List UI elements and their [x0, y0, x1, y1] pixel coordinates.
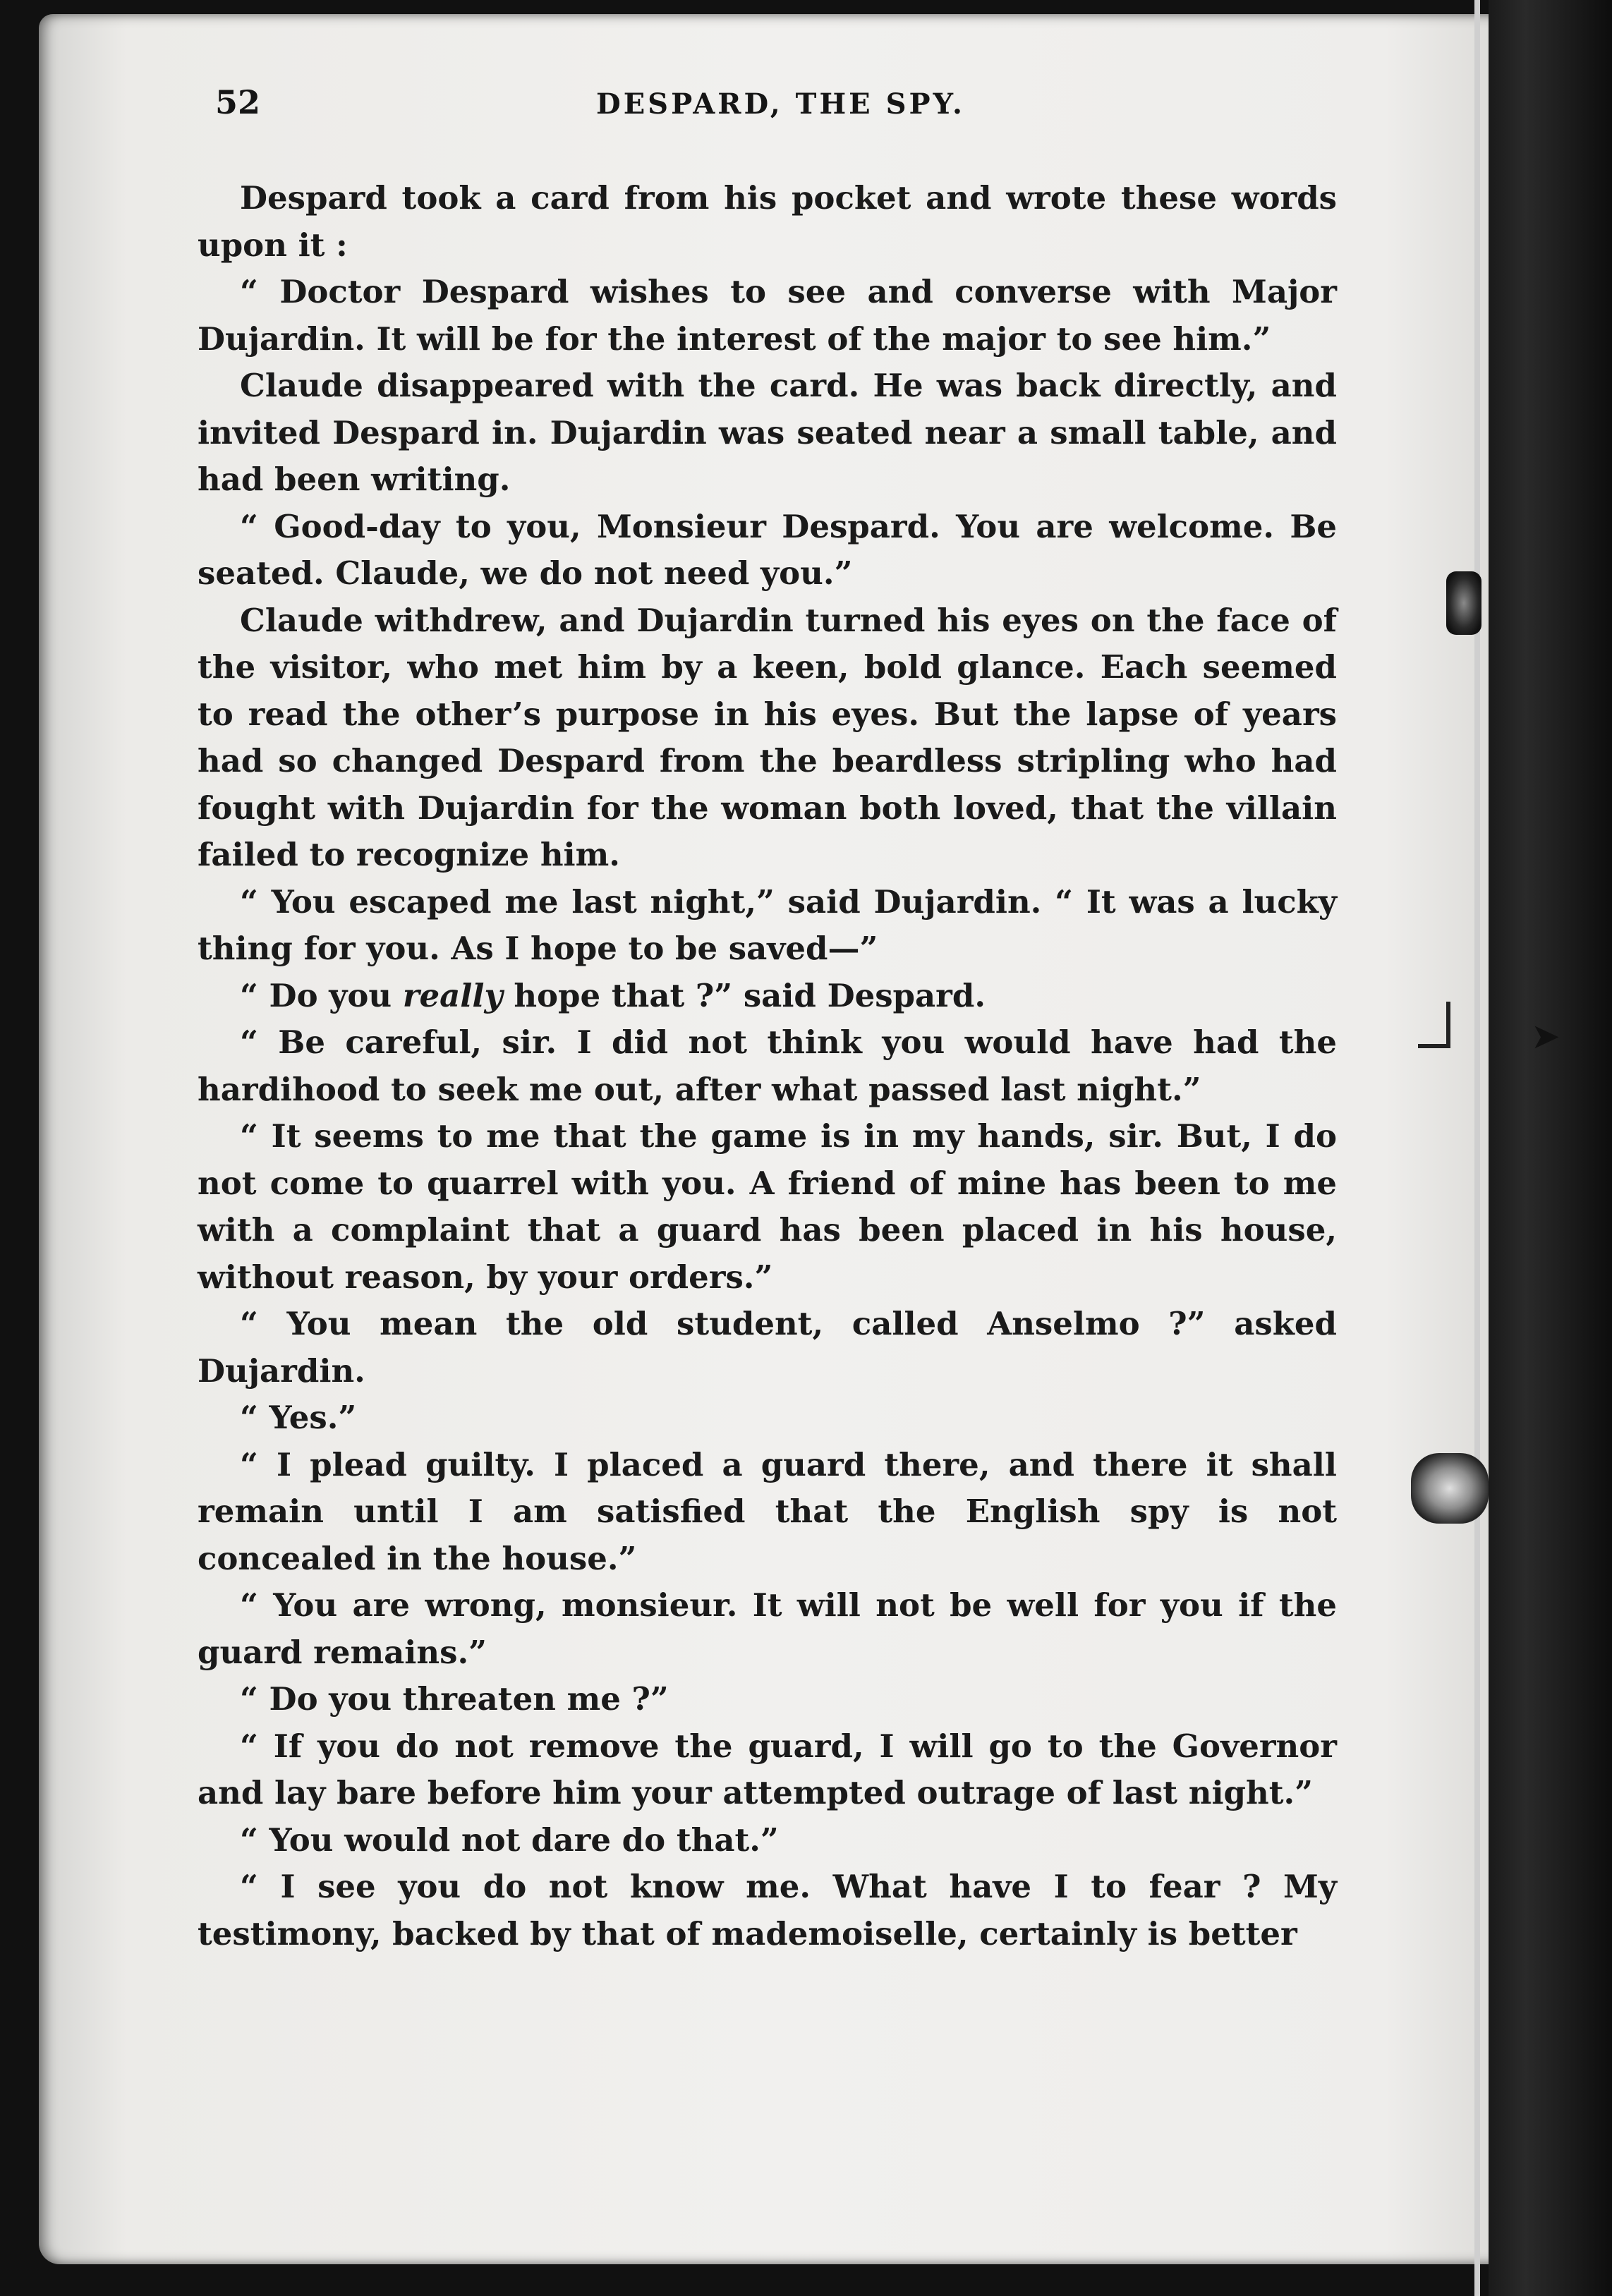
page-header — [215, 83, 1337, 133]
paragraph: “ Yes.” — [240, 1399, 357, 1436]
paragraph: “ You would not dare do that.” — [240, 1821, 779, 1859]
paragraph: “ You mean the old student, called Anselmo ?” asked Dujardin. — [198, 1305, 1337, 1390]
paragraph: “ Be careful, sir. I did not think you would have had the hardihood to seek me out, after what passed last night.” — [198, 1024, 1337, 1108]
paragraph: “ Do you threaten me ?” — [240, 1680, 669, 1718]
paragraph: “ Doctor Despard wishes to see and converse with Major Dujardin. It will be for the interest of the major to see him.” — [198, 273, 1337, 358]
binding-clip-icon — [1446, 571, 1481, 635]
paragraph: Claude withdrew, and Dujardin turned his eyes on the face of the visitor, who met him by a keen, bold glance. Each seemed to read the other’s purpose in his eyes. But the lapse of years had so changed Despard from the beardless stripling who had fought with Dujardin for the woman both loved, that the villain failed to recognize him. — [198, 601, 1337, 873]
book-binding-shadow — [1489, 0, 1612, 2296]
paragraph-text: hope that ?” said Despard. — [502, 976, 986, 1014]
page-number: 52 — [215, 83, 261, 121]
paragraph: “ You are wrong, monsieur. It will not be well for you if the guard remains.” — [198, 1586, 1337, 1671]
running-title: DESPARD, THE SPY. — [596, 87, 965, 121]
paragraph: “ Good-day to you, Monsieur Despard. You are welcome. Be seated. Claude, we do not need you.” — [198, 507, 1337, 592]
page-edge — [1474, 0, 1480, 2296]
paragraph: “ You escaped me last night,” said Dujardin. “ It was a lucky thing for you. As I hope to be saved—” — [198, 882, 1337, 967]
body-text — [198, 175, 1337, 1957]
emphasis-text: really — [402, 976, 503, 1014]
binding-clip-icon — [1411, 1453, 1489, 1524]
margin-mark-icon: ➤ — [1531, 1016, 1561, 1057]
paragraph: Despard took a card from his pocket and wrote these words upon it : — [198, 179, 1337, 264]
paragraph: “ It seems to me that the game is in my hands, sir. But, I do not come to quarrel with you. A friend of mine has been to me with a complaint that a guard has been placed in his house, without reason, by your orders.” — [198, 1117, 1337, 1296]
paragraph-text: “ Do you — [240, 976, 403, 1014]
margin-mark-icon — [1418, 1002, 1450, 1048]
paragraph — [198, 973, 1337, 1020]
paragraph: “ If you do not remove the guard, I will go to the Governor and lay bare before him your attempted outrage of last night.” — [198, 1727, 1337, 1811]
paragraph: “ I see you do not know me. What have I to fear ? My testimony, backed by that of mademoiselle, certainly is better — [198, 1868, 1337, 1952]
paragraph: “ I plead guilty. I placed a guard there, and there it shall remain until I am satisfied that the English spy is not concealed in the house.” — [198, 1445, 1337, 1577]
paragraph: Claude disappeared with the card. He was back directly, and invited Despard in. Dujardin was seated near a small table, and had been writing. — [198, 367, 1337, 498]
